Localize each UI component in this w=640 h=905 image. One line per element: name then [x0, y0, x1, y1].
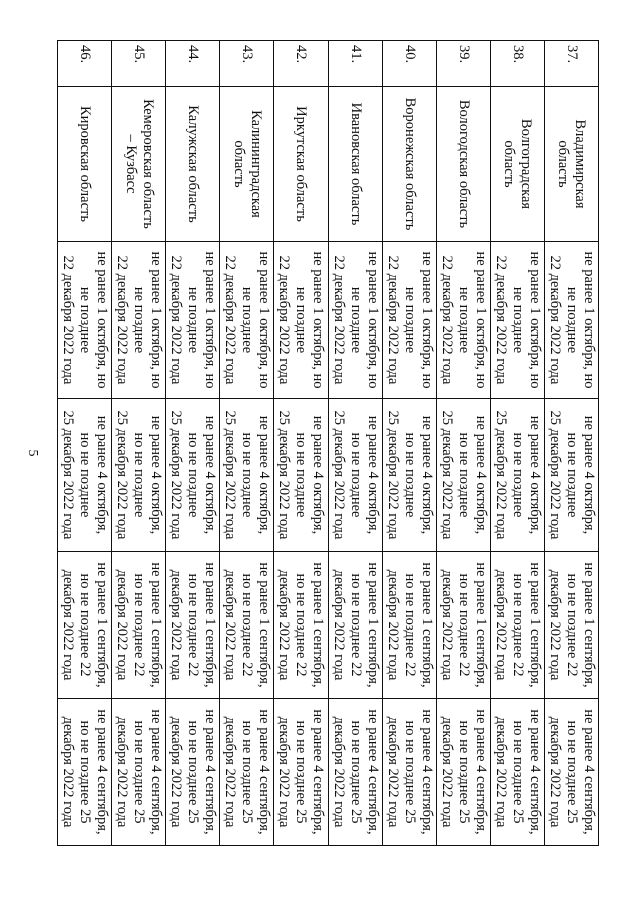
september-one-cell: [220, 552, 274, 699]
cell-line: 25 декабря 2022 года: [438, 410, 455, 540]
cell-line: но не позднее 22: [131, 573, 148, 677]
cell-line: Волгоградская: [518, 118, 535, 210]
cell-line: декабря 2022 года: [492, 569, 509, 681]
cell-line: Воронежская область: [401, 97, 418, 231]
september-one-cell: [58, 552, 112, 699]
cell-line: не ранее 4 октября,: [94, 415, 111, 535]
cell-line: но не позднее 22: [77, 573, 94, 677]
cell-line: 22 декабря 2022 года: [114, 255, 131, 385]
cell-line: но не позднее: [131, 432, 148, 518]
cell-line: не ранее 4 сентября,: [148, 709, 165, 835]
region-cell: [328, 87, 382, 242]
cell-line: декабря 2022 года: [168, 569, 185, 681]
table-row: [112, 41, 166, 846]
cell-line: не ранее 4 сентября,: [202, 709, 219, 835]
cell-line: декабря 2022 года: [438, 716, 455, 828]
cell-line: не позднее: [77, 286, 94, 354]
september-four-cell: [382, 699, 436, 846]
september-four-cell: [544, 699, 598, 846]
september-one-cell: [382, 552, 436, 699]
cell-line: не ранее 4 сентября,: [526, 709, 543, 835]
cell-line: не ранее 4 октября,: [364, 415, 381, 535]
cell-line: но не позднее: [455, 432, 472, 518]
cell-line: но не позднее 25: [131, 720, 148, 824]
cell-line: не ранее 1 октября, но: [580, 251, 597, 389]
cell-line: не ранее 4 сентября,: [580, 709, 597, 835]
cell-line: не ранее 4 октября,: [256, 415, 273, 535]
region-cell: [58, 87, 112, 242]
cell-line: но не позднее 25: [185, 720, 202, 824]
october-one-cell: [220, 242, 274, 399]
september-four-cell: [328, 699, 382, 846]
cell-line: не ранее 4 октября,: [148, 415, 165, 535]
cell-line: не ранее 1 октября, но: [202, 251, 219, 389]
row-number: 38.: [490, 41, 544, 87]
row-number: 40.: [382, 41, 436, 87]
cell-line: не ранее 1 октября, но: [148, 251, 165, 389]
cell-line: но не позднее 25: [77, 720, 94, 824]
cell-line: не ранее 1 сентября,: [94, 562, 111, 688]
october-four-cell: [274, 399, 328, 552]
october-four-cell: [544, 399, 598, 552]
cell-line: но не позднее 22: [401, 573, 418, 677]
cell-line: Иркутская область: [293, 106, 310, 222]
cell-line: но не позднее 25: [347, 720, 364, 824]
october-one-cell: [58, 242, 112, 399]
region-cell: [274, 87, 328, 242]
cell-line: не ранее 1 сентября,: [310, 562, 327, 688]
table-row: [544, 41, 598, 846]
october-one-cell: [490, 242, 544, 399]
september-four-cell: [220, 699, 274, 846]
cell-line: 22 декабря 2022 года: [438, 255, 455, 385]
row-number: 45.: [112, 41, 166, 87]
cell-line: не ранее 4 сентября,: [94, 709, 111, 835]
cell-line: декабря 2022 года: [384, 716, 401, 828]
october-four-cell: [436, 399, 490, 552]
cell-line: не ранее 1 сентября,: [148, 562, 165, 688]
cell-line: декабря 2022 года: [60, 569, 77, 681]
table-body: [58, 41, 599, 846]
cell-line: не ранее 4 октября,: [202, 415, 219, 535]
cell-line: область: [230, 140, 247, 188]
september-four-cell: [436, 699, 490, 846]
cell-line: но не позднее: [185, 432, 202, 518]
cell-line: декабря 2022 года: [438, 569, 455, 681]
cell-line: декабря 2022 года: [384, 569, 401, 681]
cell-line: но не позднее: [77, 432, 94, 518]
cell-line: но не позднее 22: [293, 573, 310, 677]
october-four-cell: [328, 399, 382, 552]
table-row: [274, 41, 328, 846]
cell-line: но не позднее: [563, 432, 580, 518]
cell-line: не ранее 4 сентября,: [418, 709, 435, 835]
cell-line: не ранее 1 октября, но: [310, 251, 327, 389]
cell-line: не позднее: [131, 286, 148, 354]
october-four-cell: [58, 399, 112, 552]
september-one-cell: [328, 552, 382, 699]
september-four-cell: [58, 699, 112, 846]
row-number: 46.: [58, 41, 112, 87]
cell-line: не ранее 1 октября, но: [526, 251, 543, 389]
cell-line: не ранее 1 октября, но: [94, 251, 111, 389]
cell-line: декабря 2022 года: [330, 569, 347, 681]
cell-line: декабря 2022 года: [168, 716, 185, 828]
cell-line: Калининградская: [247, 110, 264, 218]
october-one-cell: [112, 242, 166, 399]
september-one-cell: [166, 552, 220, 699]
cell-line: не ранее 1 октября, но: [418, 251, 435, 389]
cell-line: не ранее 1 октября, но: [256, 251, 273, 389]
table-row: [382, 41, 436, 846]
cell-line: но не позднее 22: [185, 573, 202, 677]
cell-line: 22 декабря 2022 года: [276, 255, 293, 385]
cell-line: декабря 2022 года: [492, 716, 509, 828]
cell-line: не ранее 1 сентября,: [364, 562, 381, 688]
cell-line: Ивановская область: [347, 102, 364, 226]
table-row: [58, 41, 112, 846]
cell-line: не ранее 1 сентября,: [472, 562, 489, 688]
cell-line: не ранее 1 сентября,: [580, 562, 597, 688]
rotated-table-area: [58, 40, 599, 845]
cell-line: 25 декабря 2022 года: [384, 410, 401, 540]
cell-line: декабря 2022 года: [222, 716, 239, 828]
cell-line: Кировская область: [77, 105, 94, 222]
october-one-cell: [544, 242, 598, 399]
cell-line: но не позднее: [509, 432, 526, 518]
table-row: [166, 41, 220, 846]
cell-line: не позднее: [185, 286, 202, 354]
cell-line: 22 декабря 2022 года: [60, 255, 77, 385]
cell-line: декабря 2022 года: [276, 569, 293, 681]
region-cell: [490, 87, 544, 242]
cell-line: 25 декабря 2022 года: [276, 410, 293, 540]
cell-line: Владимирская: [572, 119, 589, 209]
september-one-cell: [112, 552, 166, 699]
table-row: [220, 41, 274, 846]
cell-line: но не позднее 25: [239, 720, 256, 824]
row-number: 39.: [436, 41, 490, 87]
september-four-cell: [490, 699, 544, 846]
september-one-cell: [544, 552, 598, 699]
cell-line: не ранее 4 сентября,: [256, 709, 273, 835]
rotated-table-frame: [58, 40, 599, 845]
cell-line: но не позднее 25: [293, 720, 310, 824]
cell-line: не ранее 1 сентября,: [418, 562, 435, 688]
cell-line: но не позднее 22: [239, 573, 256, 677]
october-one-cell: [382, 242, 436, 399]
cell-line: но не позднее: [239, 432, 256, 518]
september-one-cell: [490, 552, 544, 699]
cell-line: но не позднее: [347, 432, 364, 518]
september-one-cell: [436, 552, 490, 699]
cell-line: но не позднее: [293, 432, 310, 518]
cell-line: не ранее 1 сентября,: [526, 562, 543, 688]
table-row: [328, 41, 382, 846]
cell-line: но не позднее 25: [563, 720, 580, 824]
cell-line: 22 декабря 2022 года: [546, 255, 563, 385]
cell-line: не ранее 4 октября,: [310, 415, 327, 535]
cell-line: не позднее: [401, 286, 418, 354]
region-cell: [166, 87, 220, 242]
cell-line: не ранее 4 сентября,: [364, 709, 381, 835]
cell-line: но не позднее 25: [401, 720, 418, 824]
september-four-cell: [274, 699, 328, 846]
october-four-cell: [112, 399, 166, 552]
cell-line: но не позднее: [401, 432, 418, 518]
cell-line: Вологодская область: [455, 99, 472, 229]
row-number: 44.: [166, 41, 220, 87]
october-four-cell: [490, 399, 544, 552]
october-one-cell: [328, 242, 382, 399]
region-cell: [382, 87, 436, 242]
regions-schedule-table: [57, 40, 599, 846]
october-one-cell: [274, 242, 328, 399]
cell-line: но не позднее 22: [563, 573, 580, 677]
table-row: [436, 41, 490, 846]
cell-line: 25 декабря 2022 года: [114, 410, 131, 540]
cell-line: не ранее 4 октября,: [526, 415, 543, 535]
cell-line: 22 декабря 2022 года: [330, 255, 347, 385]
cell-line: не позднее: [239, 286, 256, 354]
cell-line: 25 декабря 2022 года: [168, 410, 185, 540]
cell-line: декабря 2022 года: [114, 569, 131, 681]
cell-line: 22 декабря 2022 года: [384, 255, 401, 385]
cell-line: не позднее: [563, 286, 580, 354]
cell-line: декабря 2022 года: [60, 716, 77, 828]
october-four-cell: [382, 399, 436, 552]
cell-line: не ранее 4 октября,: [580, 415, 597, 535]
cell-line: не ранее 4 сентября,: [472, 709, 489, 835]
table-row: [490, 41, 544, 846]
cell-line: не ранее 1 сентября,: [202, 562, 219, 688]
cell-line: область: [555, 140, 572, 188]
region-cell: [544, 87, 598, 242]
region-cell: [220, 87, 274, 242]
cell-line: 25 декабря 2022 года: [492, 410, 509, 540]
cell-line: не ранее 4 сентября,: [310, 709, 327, 835]
cell-line: 22 декабря 2022 года: [492, 255, 509, 385]
cell-line: 25 декабря 2022 года: [330, 410, 347, 540]
row-number: 42.: [274, 41, 328, 87]
cell-line: но не позднее 25: [509, 720, 526, 824]
cell-line: Кемеровская область: [139, 99, 156, 229]
region-cell: [436, 87, 490, 242]
cell-line: декабря 2022 года: [546, 569, 563, 681]
cell-line: не ранее 4 октября,: [418, 415, 435, 535]
cell-line: область: [501, 140, 518, 188]
cell-line: декабря 2022 года: [114, 716, 131, 828]
cell-line: декабря 2022 года: [222, 569, 239, 681]
september-four-cell: [112, 699, 166, 846]
october-one-cell: [166, 242, 220, 399]
row-number: 37.: [544, 41, 598, 87]
cell-line: – Кузбасс: [122, 134, 139, 194]
cell-line: но не позднее 22: [347, 573, 364, 677]
page-number: 5: [25, 449, 40, 457]
cell-line: не позднее: [455, 286, 472, 354]
cell-line: 25 декабря 2022 года: [546, 410, 563, 540]
october-four-cell: [220, 399, 274, 552]
october-one-cell: [436, 242, 490, 399]
cell-line: декабря 2022 года: [330, 716, 347, 828]
cell-line: 22 декабря 2022 года: [222, 255, 239, 385]
cell-line: не позднее: [347, 286, 364, 354]
cell-line: не ранее 4 октября,: [472, 415, 489, 535]
cell-line: декабря 2022 года: [546, 716, 563, 828]
region-cell: [112, 87, 166, 242]
september-one-cell: [274, 552, 328, 699]
cell-line: 25 декабря 2022 года: [222, 410, 239, 540]
september-four-cell: [166, 699, 220, 846]
cell-line: не позднее: [293, 286, 310, 354]
cell-line: Калужская область: [185, 105, 202, 223]
cell-line: не ранее 1 октября, но: [472, 251, 489, 389]
cell-line: но не позднее 25: [455, 720, 472, 824]
october-four-cell: [166, 399, 220, 552]
cell-line: но не позднее 22: [455, 573, 472, 677]
cell-line: 22 декабря 2022 года: [168, 255, 185, 385]
cell-line: 25 декабря 2022 года: [60, 410, 77, 540]
cell-line: не ранее 1 октября, но: [364, 251, 381, 389]
row-number: 43.: [220, 41, 274, 87]
cell-line: декабря 2022 года: [276, 716, 293, 828]
cell-line: но не позднее 22: [509, 573, 526, 677]
cell-line: не ранее 1 сентября,: [256, 562, 273, 688]
row-number: 41.: [328, 41, 382, 87]
cell-line: не позднее: [509, 286, 526, 354]
